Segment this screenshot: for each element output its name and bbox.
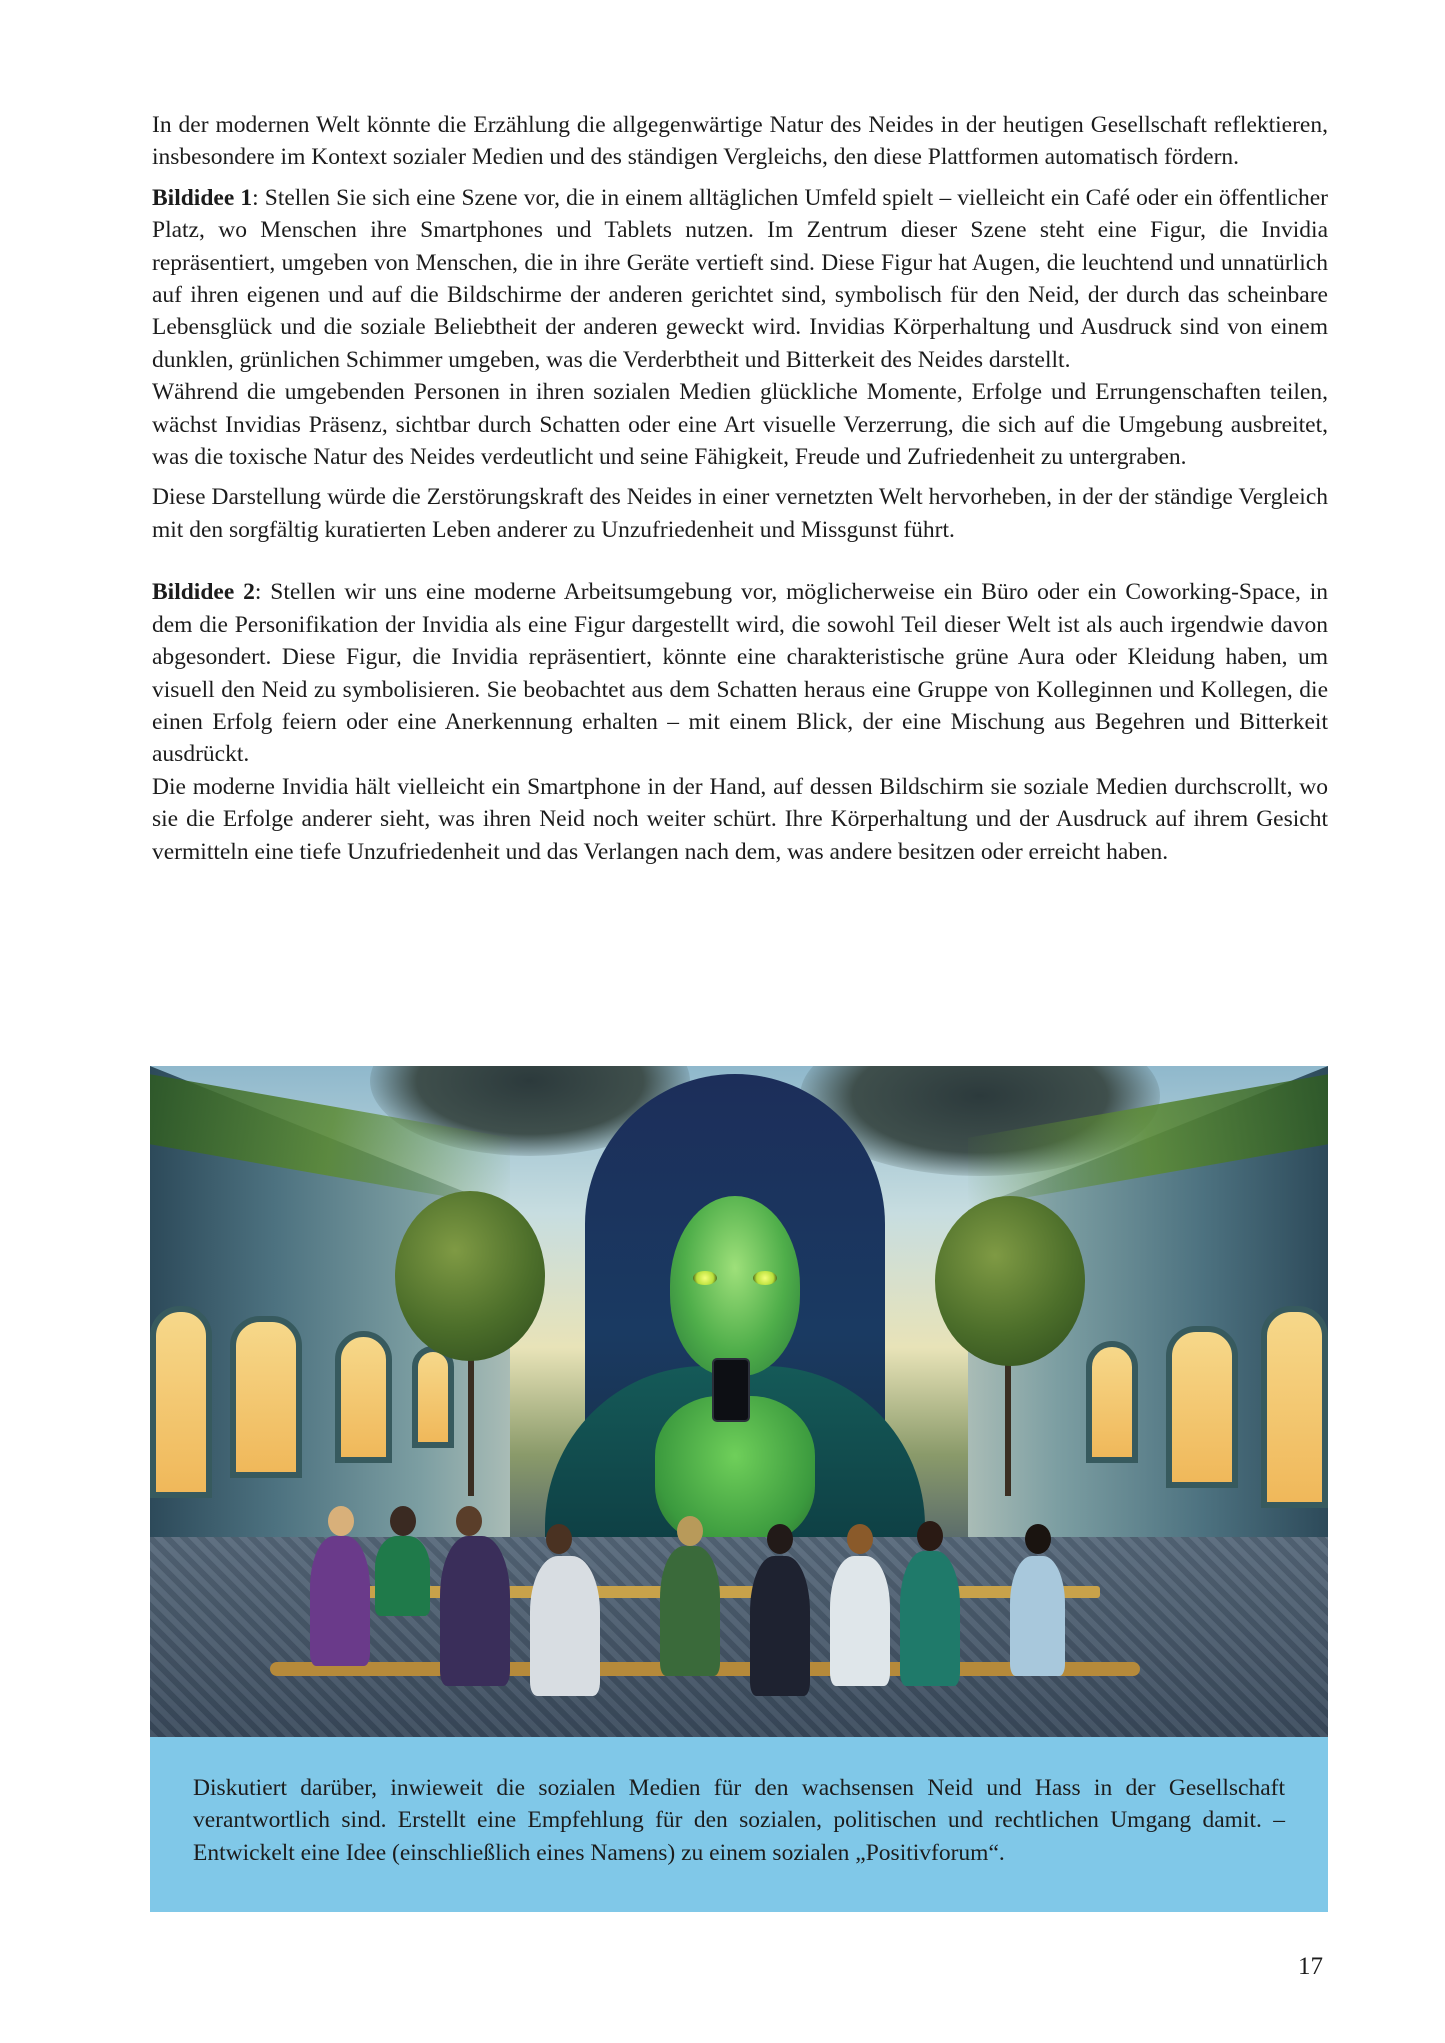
person-head — [917, 1521, 943, 1551]
person-center-woman — [660, 1546, 720, 1676]
person-white-shirt — [530, 1556, 600, 1696]
person-head — [1025, 1524, 1051, 1554]
invidia-face — [670, 1196, 800, 1376]
shop-window — [1086, 1341, 1138, 1463]
shop-window — [335, 1331, 392, 1463]
shop-window — [1261, 1306, 1328, 1508]
shop-window — [150, 1306, 212, 1498]
smartphone-icon — [712, 1358, 750, 1422]
idea1-continuation: Während die umgebenden Personen in ihren sozialen Medien glückliche Momente, Erfolge und Errungenschaften teilen, wächst Invidias Präsenz, sichtbar durch Schatten oder eine Art visuelle Verzerrung, die sich auf die Umgebung ausbreitet, was die toxische Natur des Neides verdeutlicht und seine Fähigkeit, Freude und Zufriedenheit zu untergraben. — [152, 379, 1328, 471]
person-navy — [440, 1536, 510, 1686]
tree-right — [935, 1196, 1085, 1366]
body-text — [152, 109, 1328, 868]
idea1-paragraph — [152, 182, 1328, 376]
person-light-blue — [1010, 1556, 1065, 1676]
invidia-eye-left — [693, 1271, 717, 1285]
person-head — [767, 1524, 793, 1554]
idea2-separator: : — [254, 579, 271, 606]
invidia-eye-right — [753, 1271, 777, 1285]
person-head — [456, 1506, 482, 1536]
idea1-label: Bildidee 1 — [152, 184, 253, 211]
person-teal-shirt — [900, 1551, 960, 1686]
person-head — [546, 1524, 572, 1554]
person-head — [390, 1506, 416, 1536]
person-head — [847, 1524, 873, 1554]
discussion-task-text: Diskutiert darüber, inwieweit die sozialen Medien für den wachsensen Neid und Hass in der Gesellschaft verantwortlich sind. Erstellt eine Empfehlung für den sozialen, politischen und rechtlichen Umgang damit. – Entwickelt eine Idee (einschließlich eines Namens) zu einem sozialen „Positivforum“. — [193, 1775, 1285, 1866]
invidia-illustration — [150, 1066, 1328, 1737]
person-white-dress — [830, 1556, 890, 1686]
idea2-label: Bildidee 2 — [152, 579, 255, 606]
shop-window — [412, 1346, 454, 1448]
page-number: 17 — [1298, 1953, 1323, 1980]
idea1-separator: : — [252, 184, 265, 211]
idea2-continuation: Die moderne Invidia hält vielleicht ein Smartphone in der Hand, auf dessen Bildschirm sie soziale Medien durchscrollt, wo sie die Erfolge anderer sieht, was ihren Neid noch weiter schürt. Ihre Körperhaltung und der Ausdruck auf ihrem Gesicht vermitteln eine tiefe Unzufriedenheit und das Verlangen nach dem, was andere besitzen oder erreicht haben. — [152, 773, 1328, 865]
shop-window — [230, 1316, 302, 1478]
idea2-paragraph — [152, 576, 1328, 770]
tree-left — [395, 1191, 545, 1361]
idea1-text: Stellen Sie sich eine Szene vor, die in einem alltäglichen Umfeld spielt – vielleicht ein Café oder ein öffentlicher Platz, wo Menschen ihre Smartphones und Tablets nutzen. Im Zentrum dieser Szene steht eine Figur, die Invidia repräsentiert, umgeben von Menschen, die in ihre Geräte vertieft sind. Diese Figur hat Augen, die leuchtend und unnatürlich auf ihren eigenen und auf die Bildschirme der anderen gerichtet sind, symbolisch für den Neid, der durch das scheinbare Lebensglück und die soziale Beliebtheit der anderen geweckt wird. Invidias Körperhaltung und Ausdruck sind von einem dunklen, grünlichen Schimmer umgeben, was die Verderbtheit und Bitterkeit des Neides darstellt. — [152, 184, 1328, 373]
intro-paragraph: In der modernen Welt könnte die Erzählung die allgegenwärtige Natur des Neides in der heutigen Gesellschaft reflektieren, insbesondere im Kontext sozialer Medien und des ständigen Vergleichs, den diese Plattformen automatisch fördern. — [152, 112, 1328, 171]
person-green — [375, 1536, 430, 1616]
idea2-text: Stellen wir uns eine moderne Arbeitsumgebung vor, möglicherweise ein Büro oder ein Coworking-Space, in dem die Personifikation der Invidia als eine Figur dargestellt wird, die sowohl Teil dieser Welt ist als auch irgendwie davon abgesondert. Diese Figur, die Invidia repräsentiert, könnte eine charakteristische grüne Aura oder Kleidung haben, um visuell den Neid zu symbolisieren. Sie beobachtet aus dem Schatten heraus eine Gruppe von Kolleginnen und Kollegen, die einen Erfolg feiern oder eine Anerkennung erhalten – mit einem Blick, der eine Mischung aus Begehren und Bitterkeit ausdrückt. — [152, 579, 1329, 768]
person-head — [677, 1516, 703, 1546]
person-black-jacket — [750, 1556, 810, 1696]
discussion-task-box — [150, 1737, 1328, 1912]
idea1-conclusion: Diese Darstellung würde die Zerstörungskraft des Neides in einer vernetzten Welt hervorheben, in der der ständige Vergleich mit den sorgfältig kuratierten Leben anderer zu Unzufriedenheit und Missgunst führt. — [152, 484, 1328, 543]
shop-window — [1166, 1326, 1238, 1488]
person-purple — [310, 1536, 370, 1666]
person-head — [328, 1506, 354, 1536]
